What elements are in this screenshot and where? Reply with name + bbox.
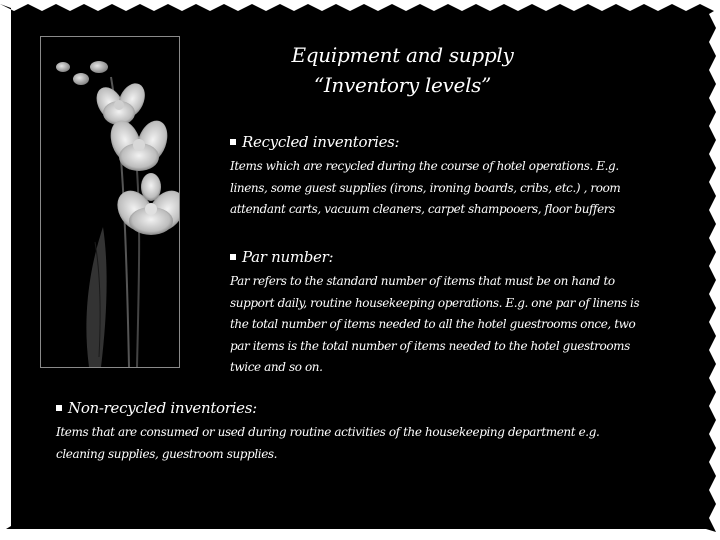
bullet-square-icon <box>230 139 236 145</box>
nonrecycled-heading-text: Non-recycled inventories: <box>68 399 257 417</box>
orchid-flower-icon <box>41 37 179 367</box>
par-heading <box>230 247 650 267</box>
recycled-heading-text: Recycled inventories: <box>242 133 400 151</box>
orchid-photo <box>40 36 180 368</box>
recycled-body: Items which are recycled during the course of hotel operations. E.g. linens, some guest supplies (irons, ironing boards, cribs, etc.) , room attendant carts, vacuum cleaners, carpet shampooers, floor buffers <box>230 159 621 216</box>
bullet-square-icon <box>230 254 236 260</box>
title-line-2: “Inventory levels” <box>313 73 492 97</box>
nonrecycled-section <box>56 398 646 465</box>
nonrecycled-heading <box>56 398 646 418</box>
par-body: Par refers to the standard number of items that must be on hand to support daily, routine housekeeping operations. E.g. one par of linens is the total number of items needed to all the hotel guestrooms once, two par items is the total number of items needed to the hotel guestrooms twice and so on. <box>230 274 640 374</box>
par-heading-text: Par number: <box>242 248 334 266</box>
bullet-square-icon <box>56 405 62 411</box>
par-section <box>230 247 650 379</box>
recycled-section <box>230 132 650 221</box>
slide-title <box>230 40 575 100</box>
title-line-1: Equipment and supply <box>291 43 514 67</box>
nonrecycled-body: Items that are consumed or used during routine activities of the housekeeping department e.g. cleaning supplies, guestroom supplies. <box>56 425 600 461</box>
recycled-heading <box>230 132 650 152</box>
